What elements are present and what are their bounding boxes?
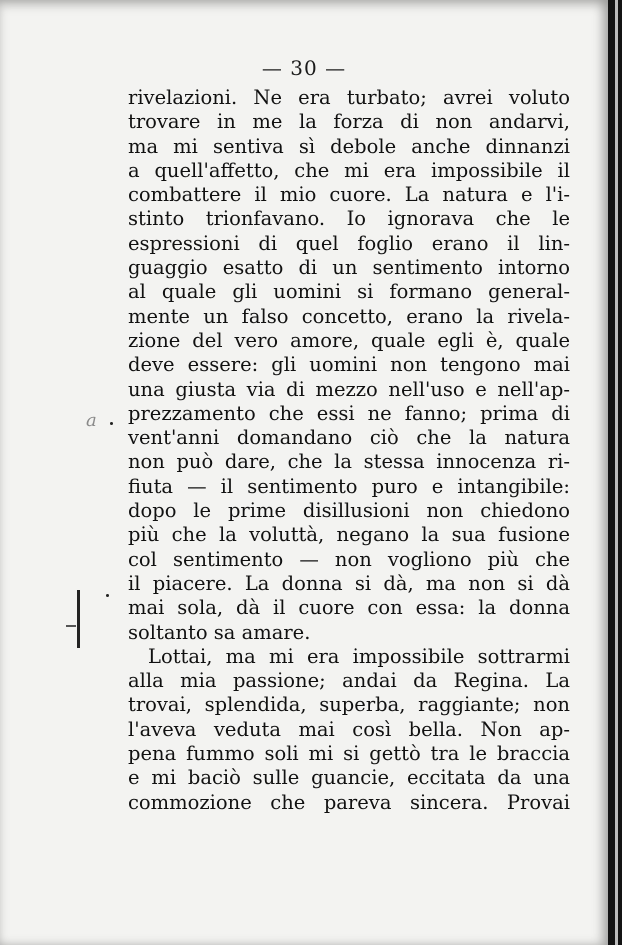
margin-tick-mark <box>66 625 76 627</box>
text-line: combattere il mio cuore. La natura e l'i- <box>128 183 570 207</box>
text-line: Lottai, ma mi era impossibile sottrarmi <box>148 644 570 668</box>
text-line: alla mia passione; andai da Regina. La <box>128 669 570 693</box>
page-number: — 30 — <box>261 56 347 80</box>
text-line: l'aveva veduta mai così bella. Non ap- <box>128 717 570 741</box>
text-line: non può dare, che la stessa innocenza ri- <box>128 450 570 474</box>
margin-dot <box>110 422 113 425</box>
text-line: ma mi sentiva sì debole anche dinnanzi <box>128 134 570 158</box>
text-line: mente un falso concetto, erano la rivela- <box>128 304 570 328</box>
scan-right-edge-highlight <box>615 0 618 945</box>
text-line: guaggio esatto di un sentimento intorno <box>128 256 570 280</box>
text-line: una giusta via di mezzo nell'uso e nell'ap- <box>128 377 570 401</box>
body-text <box>128 86 570 815</box>
text-line: espressioni di quel foglio erano il lin- <box>128 231 570 255</box>
text-line: col sentimento — non vogliono più che <box>128 547 570 571</box>
text-line: vent'anni domandano ciò che la natura <box>128 426 570 450</box>
text-line: il piacere. La donna si dà, ma non si dà <box>128 571 570 595</box>
text-line: stinto trionfavano. Io ignorava che le <box>128 207 570 231</box>
text-line: soltanto sa amare. <box>128 620 311 644</box>
text-line: rivelazioni. Ne era turbato; avrei voluto <box>128 86 570 109</box>
margin-dot <box>106 594 109 597</box>
text-line: mai sola, dà il cuore con essa: la donna <box>128 596 570 620</box>
margin-bar-mark <box>77 590 80 648</box>
text-line: zione del vero amore, quale egli è, quale <box>128 328 570 352</box>
text-line: commozione che pareva sincera. Provai <box>128 790 570 814</box>
text-line: e mi baciò sulle guancie, eccitata da una <box>128 766 570 790</box>
text-line: pena fummo soli mi si gettò tra le braccia <box>128 742 570 766</box>
text-line: prezzamento che essi ne fanno; prima di <box>128 401 570 425</box>
text-line: dopo le prime disillusioni non chiedono <box>128 499 570 523</box>
text-line: fiuta — il sentimento puro e intangibile: <box>128 474 570 498</box>
text-line: al quale gli uomini si formano general- <box>128 280 570 304</box>
text-line: più che la voluttà, negano la sua fusione <box>128 523 570 547</box>
text-line: trovare in me la forza di non andarvi, <box>128 110 570 134</box>
text-line: a quell'affetto, che mi era impossibile il <box>128 158 570 182</box>
text-line: trovai, splendida, superba, raggiante; non <box>128 693 570 717</box>
text-line: deve essere: gli uomini non tengono mai <box>128 353 570 377</box>
margin-annotation: a <box>86 410 97 431</box>
